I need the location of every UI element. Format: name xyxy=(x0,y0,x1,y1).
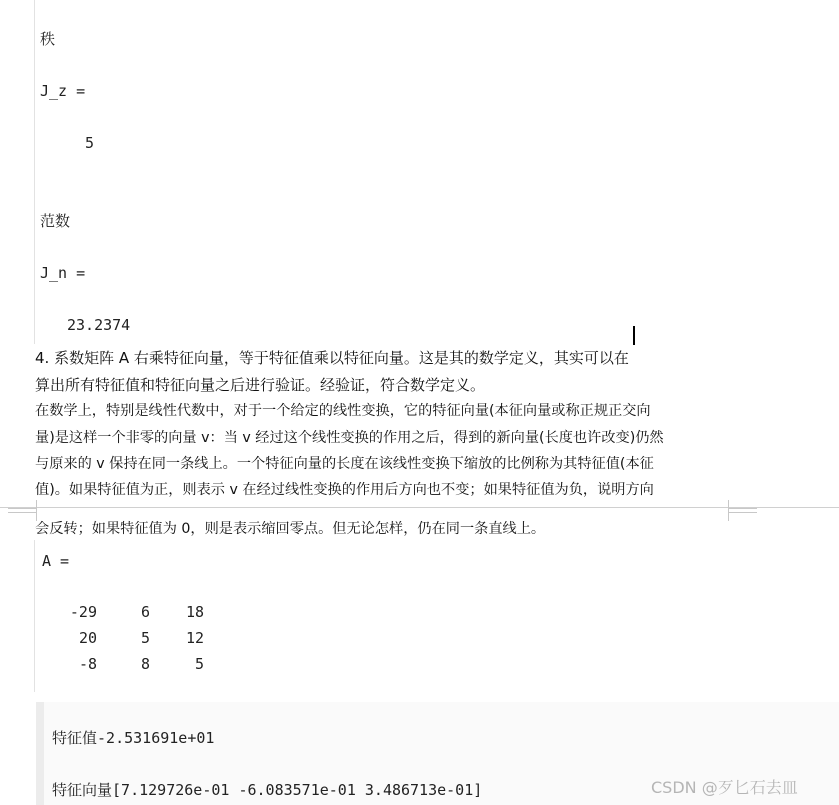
page-corner-mark xyxy=(8,508,37,521)
page-break xyxy=(0,507,839,508)
matrix-cell: 8 xyxy=(140,655,150,673)
matrix-cell: 6 xyxy=(140,603,150,621)
matrix-variable: A = xyxy=(42,552,70,570)
code-block-border xyxy=(34,0,35,344)
eigenvector-value: [7.129726e-01 -6.083571e-01 3.486713e-01] xyxy=(112,781,483,799)
rank-value: 5 xyxy=(85,134,95,152)
paragraph-line: 在数学上，特别是线性代数中，对于一个给定的线性变换，它的特征向量(本征向量或称正规正交向 xyxy=(35,403,651,419)
matrix-cell: 5 xyxy=(140,629,150,647)
eigenvalue-value: -2.531691e+01 xyxy=(97,729,215,747)
matrix-cell: 12 xyxy=(185,629,204,647)
text-cursor xyxy=(633,326,635,345)
norm-label: 范数 xyxy=(40,212,71,230)
paragraph-line: 会反转；如果特征值为 0，则是表示缩回零点。但无论怎样，仍在同一条直线上。 xyxy=(35,521,546,537)
eigenvector-line xyxy=(52,779,482,800)
matrix-cell: 5 xyxy=(194,655,204,673)
eigenvalue-line xyxy=(52,727,214,748)
paragraph-lead-2: 算出所有特征值和特征向量之后进行验证。经验证，符合数学定义。 xyxy=(35,376,486,394)
eigenvalue-label: 特征值 xyxy=(52,729,98,747)
norm-value: 23.2374 xyxy=(67,316,131,334)
matrix-cell: -29 xyxy=(69,603,97,621)
matrix-cell: 20 xyxy=(78,629,97,647)
rank-label: 秩 xyxy=(40,30,56,48)
eigenvector-label: 特征向量 xyxy=(52,781,113,799)
paragraph-lead: 4. 系数矩阵 A 右乘特征向量，等于特征值乘以特征向量。这是其的数学定义，其实可以在 xyxy=(35,349,629,367)
csdn-watermark: CSDN @歹匕石去皿 xyxy=(651,778,798,797)
paragraph-line: 与原来的 v 保持在同一条线上。一个特征向量的长度在该线性变换下缩放的比例称为其特征值(本征 xyxy=(35,456,654,472)
matrix-cell: -8 xyxy=(78,655,97,673)
matrix-cell: 18 xyxy=(185,603,204,621)
output-block-bar xyxy=(36,702,44,805)
norm-variable: J_n = xyxy=(40,264,86,282)
paragraph-line: 量)是这样一个非零的向量 v：当 v 经过这个线性变换的作用之后，得到的新向量(长度也许改变)仍然 xyxy=(35,430,664,446)
paragraph-line: 值)。如果特征值为正，则表示 v 在经过线性变换的作用后方向也不变；如果特征值为负，说明方向 xyxy=(35,482,654,498)
rank-variable: J_z = xyxy=(40,82,86,100)
code-block-border xyxy=(34,540,35,692)
